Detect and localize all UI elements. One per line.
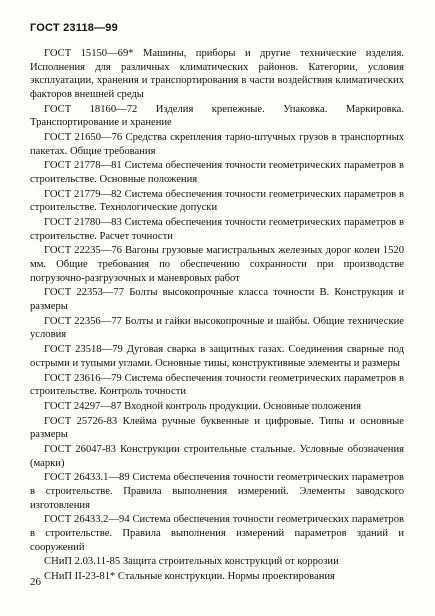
- reference-entry: ГОСТ 21779—82 Система обеспечения точности геометрических параметров в строительстве. Технологические допуски: [30, 188, 404, 214]
- reference-entry: ГОСТ 21650—76 Средства скрепления тарно-штучных грузов в транспортных пакетах. Общие требования: [30, 131, 404, 157]
- reference-entry: ГОСТ 26047-83 Конструкции строительные стальные. Условные обозначения (марки): [30, 444, 404, 469]
- reference-entry: ГОСТ 26433.1—89 Система обеспечения точности геометрических параметров в строительстве. Правила выполнения измерений. Элементы заводского изготовления: [30, 472, 404, 511]
- reference-entry: ГОСТ 22353—77 Болты высокопрочные класса точности В. Конструкция и размеры: [30, 287, 404, 312]
- reference-entry: ГОСТ 24297—87 Входной контроль продукции. Основные положения: [44, 400, 361, 412]
- page-number: 26: [30, 576, 41, 588]
- reference-entry: ГОСТ 21778—81 Система обеспечения точности геометрических параметров в строительстве. Основные положения: [30, 160, 404, 185]
- reference-entry: ГОСТ 21780—83 Система обеспечения точности геометрических параметров в строительстве. Расчет точности: [30, 217, 404, 242]
- reference-entry: ГОСТ 22235—76 Вагоны грузовые магистральных железных дорог колеи 1520 мм. Общие требования по обеспечению сохранности при производстве погрузочно-разгрузочных и маневровых работ: [30, 245, 404, 284]
- reference-entry: ГОСТ 23616—79 Система обеспечения точности геометрических параметров в строительстве. Контроль точности: [30, 372, 404, 398]
- reference-entry: ГОСТ 26433.2—94 Система обеспечения точности геометрических параметров в строительстве. Правила выполнения измерений параметров зданий и сооружений: [30, 514, 404, 553]
- reference-entry: ГОСТ 23518—79 Дуговая сварка в защитных газах. Соединения сварные под острыми и тупыми углами. Основные типы, конструктивные элементы и размеры: [30, 344, 404, 369]
- reference-entry: СНиП 2.03.11-85 Защита строительных конструкций от коррозии: [44, 556, 339, 568]
- reference-entry: ГОСТ 18160—72 Изделия крепежные. Упаковка. Маркировка. Транспортирование и хранение: [30, 103, 404, 129]
- reference-entry: ГОСТ 15150—69* Машины, приборы и другие технические изделия. Исполнения для различных климатических районов. Категории, условия эксплуатации, хранения и транспортирования в части воздействия климатических факторов внешней среды: [30, 48, 404, 100]
- reference-entry: ГОСТ 22356—77 Болты и гайки высокопрочные и шайбы. Общие технические условия: [30, 315, 404, 341]
- reference-entry: СНиП II-23-81* Стальные конструкции. Нормы проектирования: [44, 571, 335, 583]
- reference-entry: ГОСТ 25726-83 Клейма ручные буквенные и цифровые. Типы и основные размеры: [30, 415, 404, 441]
- document-code-header: ГОСТ 23118—99: [30, 22, 118, 34]
- reference-list: [30, 47, 404, 585]
